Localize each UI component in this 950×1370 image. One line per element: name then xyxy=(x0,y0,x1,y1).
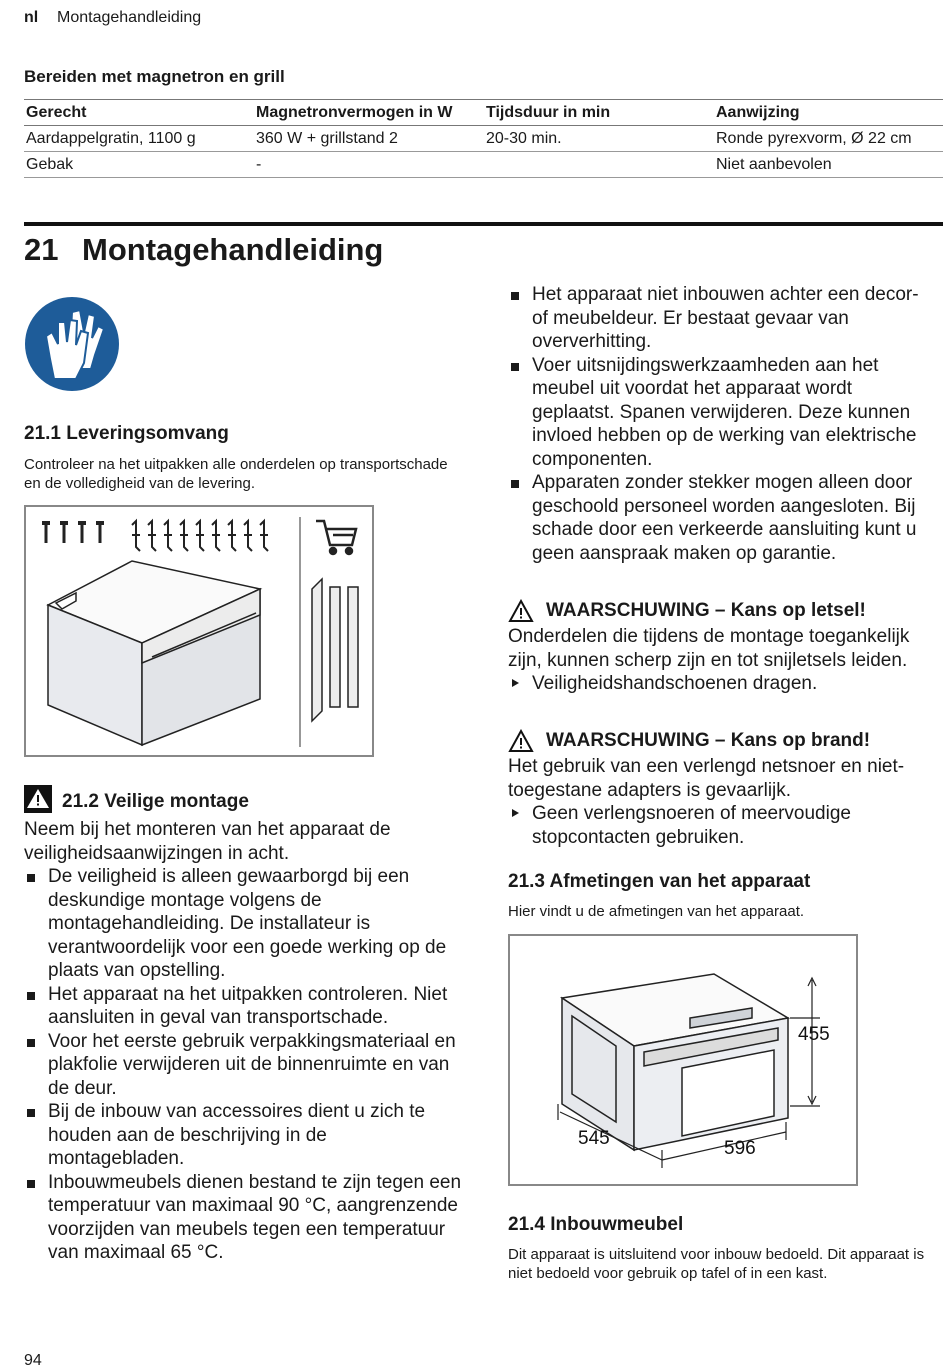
warning-injury xyxy=(508,599,938,696)
header-language: nl xyxy=(24,9,39,26)
list-item: Het apparaat na het uitpakken controleren. Niet aansluiten in geval van transportschade. xyxy=(24,983,464,1030)
dimension-height-label: 455 xyxy=(798,1024,830,1045)
table-cell xyxy=(484,152,714,178)
table-cell: 20-30 min. xyxy=(484,126,714,152)
table-row xyxy=(24,126,943,152)
page-number: 94 xyxy=(24,1352,42,1369)
table-cell: Aardappelgratin, 1100 g xyxy=(24,126,254,152)
safety-list-left xyxy=(24,865,464,1265)
column-header: Gerecht xyxy=(24,100,254,126)
oven-drawing xyxy=(48,561,260,745)
delivery-scope-figure xyxy=(24,505,374,757)
column-header: Aanwijzing xyxy=(714,100,943,126)
warning-fire-title: WAARSCHUWING – Kans op brand! xyxy=(546,730,871,751)
chapter-number: 21 xyxy=(24,232,59,267)
table-cell: 360 W + grillstand 2 xyxy=(254,126,484,152)
cart-icon xyxy=(316,521,356,554)
cooking-table xyxy=(24,99,943,178)
list-item: Het apparaat niet inbouwen achter een decor- of meubeldeur. Er bestaat gevaar van oververhitting. xyxy=(508,283,938,354)
section-21-4-title: 21.4 Inbouwmeubel xyxy=(508,1214,684,1235)
section-21-1-text: Controleer na het uitpakken alle onderdelen op transportschade en de volledigheid van de levering. xyxy=(24,456,448,492)
section-21-4-text: Dit apparaat is uitsluitend voor inbouw bedoeld. Dit apparaat is niet bedoeld voor gebruik op tafel of in een kast. xyxy=(508,1246,925,1282)
table-cell: Gebak xyxy=(24,152,254,178)
section-21-3-title: 21.3 Afmetingen van het apparaat xyxy=(508,871,811,892)
section-21-3-text: Hier vindt u de afmetingen van het apparaat. xyxy=(508,903,805,920)
gloves-icon xyxy=(24,294,120,399)
warning-injury-action: Veiligheidshandschoenen dragen. xyxy=(508,672,938,696)
chapter-title: Montagehandleiding xyxy=(82,232,384,267)
clip-icons xyxy=(132,521,268,551)
header-title: Montagehandleiding xyxy=(57,9,202,26)
table-row xyxy=(24,152,943,178)
dimensions-figure xyxy=(508,934,858,1186)
warning-icon xyxy=(24,785,64,819)
section-21-2-heading xyxy=(24,785,249,819)
table-header-row xyxy=(24,100,943,126)
warning-fire-heading xyxy=(508,729,938,753)
dimension-width-label: 596 xyxy=(724,1138,756,1159)
list-item: Voer uitsnijdingswerkzaamheden aan het meubel uit voordat het apparaat wordt geplaatst. Spanen verwijderen. Deze kunnen invloed hebben op de werking van elektrische componenten. xyxy=(508,354,938,472)
screw-icons xyxy=(42,521,104,543)
column-header: Magnetronvermogen in W xyxy=(254,100,484,126)
warning-fire-action: Geen verlengsnoeren of meervoudige stopcontacten gebruiken. xyxy=(508,802,938,849)
warning-fire-text: Het gebruik van een verlengd netsnoer en niet-toegestane adapters is gevaarlijk. xyxy=(508,756,905,801)
column-header: Tijdsduur in min xyxy=(484,100,714,126)
warning-injury-title: WAARSCHUWING – Kans op letsel! xyxy=(546,600,866,621)
chapter-heading xyxy=(24,232,383,268)
warning-triangle-icon xyxy=(508,599,534,623)
warning-triangle-icon xyxy=(508,729,534,753)
table-cell: Ronde pyrexvorm, Ø 22 cm xyxy=(714,126,943,152)
warning-injury-text: Onderdelen die tijdens de montage toegankelijk zijn, kunnen scherp zijn en tot snijletsels leiden. xyxy=(508,626,910,671)
section-21-1-title: 21.1 Leveringsomvang xyxy=(24,423,229,444)
chapter-rule xyxy=(24,222,943,226)
list-item: Voor het eerste gebruik verpakkingsmateriaal en plakfolie verwijderen uit de binnenruimte en van de deur. xyxy=(24,1030,464,1101)
list-item: De veiligheid is alleen gewaarborgd bij een deskundige montage volgens de montagehandleiding. De installateur is verantwoordelijk voor een goede werking op de plaats van opstelling. xyxy=(24,865,464,983)
rail-drawing xyxy=(312,579,358,721)
dimension-depth-label: 545 xyxy=(578,1128,610,1149)
safety-list-right xyxy=(508,283,938,565)
section-21-2-intro: Neem bij het monteren van het apparaat de veiligheidsaanwijzingen in acht. xyxy=(24,819,391,864)
list-item: Bij de inbouw van accessoires dient u zich te houden aan de beschrijving in de montagebladen. xyxy=(24,1100,464,1171)
list-item: Apparaten zonder stekker mogen alleen door geschoold personeel worden aangesloten. Bij schade door een verkeerde aansluiting kunt u geen aanspraak maken op garantie. xyxy=(508,471,938,565)
table-caption: Bereiden met magnetron en grill xyxy=(24,67,285,86)
section-21-2-title: 21.2 Veilige montage xyxy=(62,791,249,812)
list-item: Inbouwmeubels dienen bestand te zijn tegen een temperatuur van maximaal 90 °C, aangrenzende voorzijden van meubels tegen een temperatuur van maximaal 65 °C. xyxy=(24,1171,464,1265)
table-cell: Niet aanbevolen xyxy=(714,152,943,178)
warning-fire xyxy=(508,729,938,849)
table-cell: - xyxy=(254,152,484,178)
warning-injury-heading xyxy=(508,599,938,623)
